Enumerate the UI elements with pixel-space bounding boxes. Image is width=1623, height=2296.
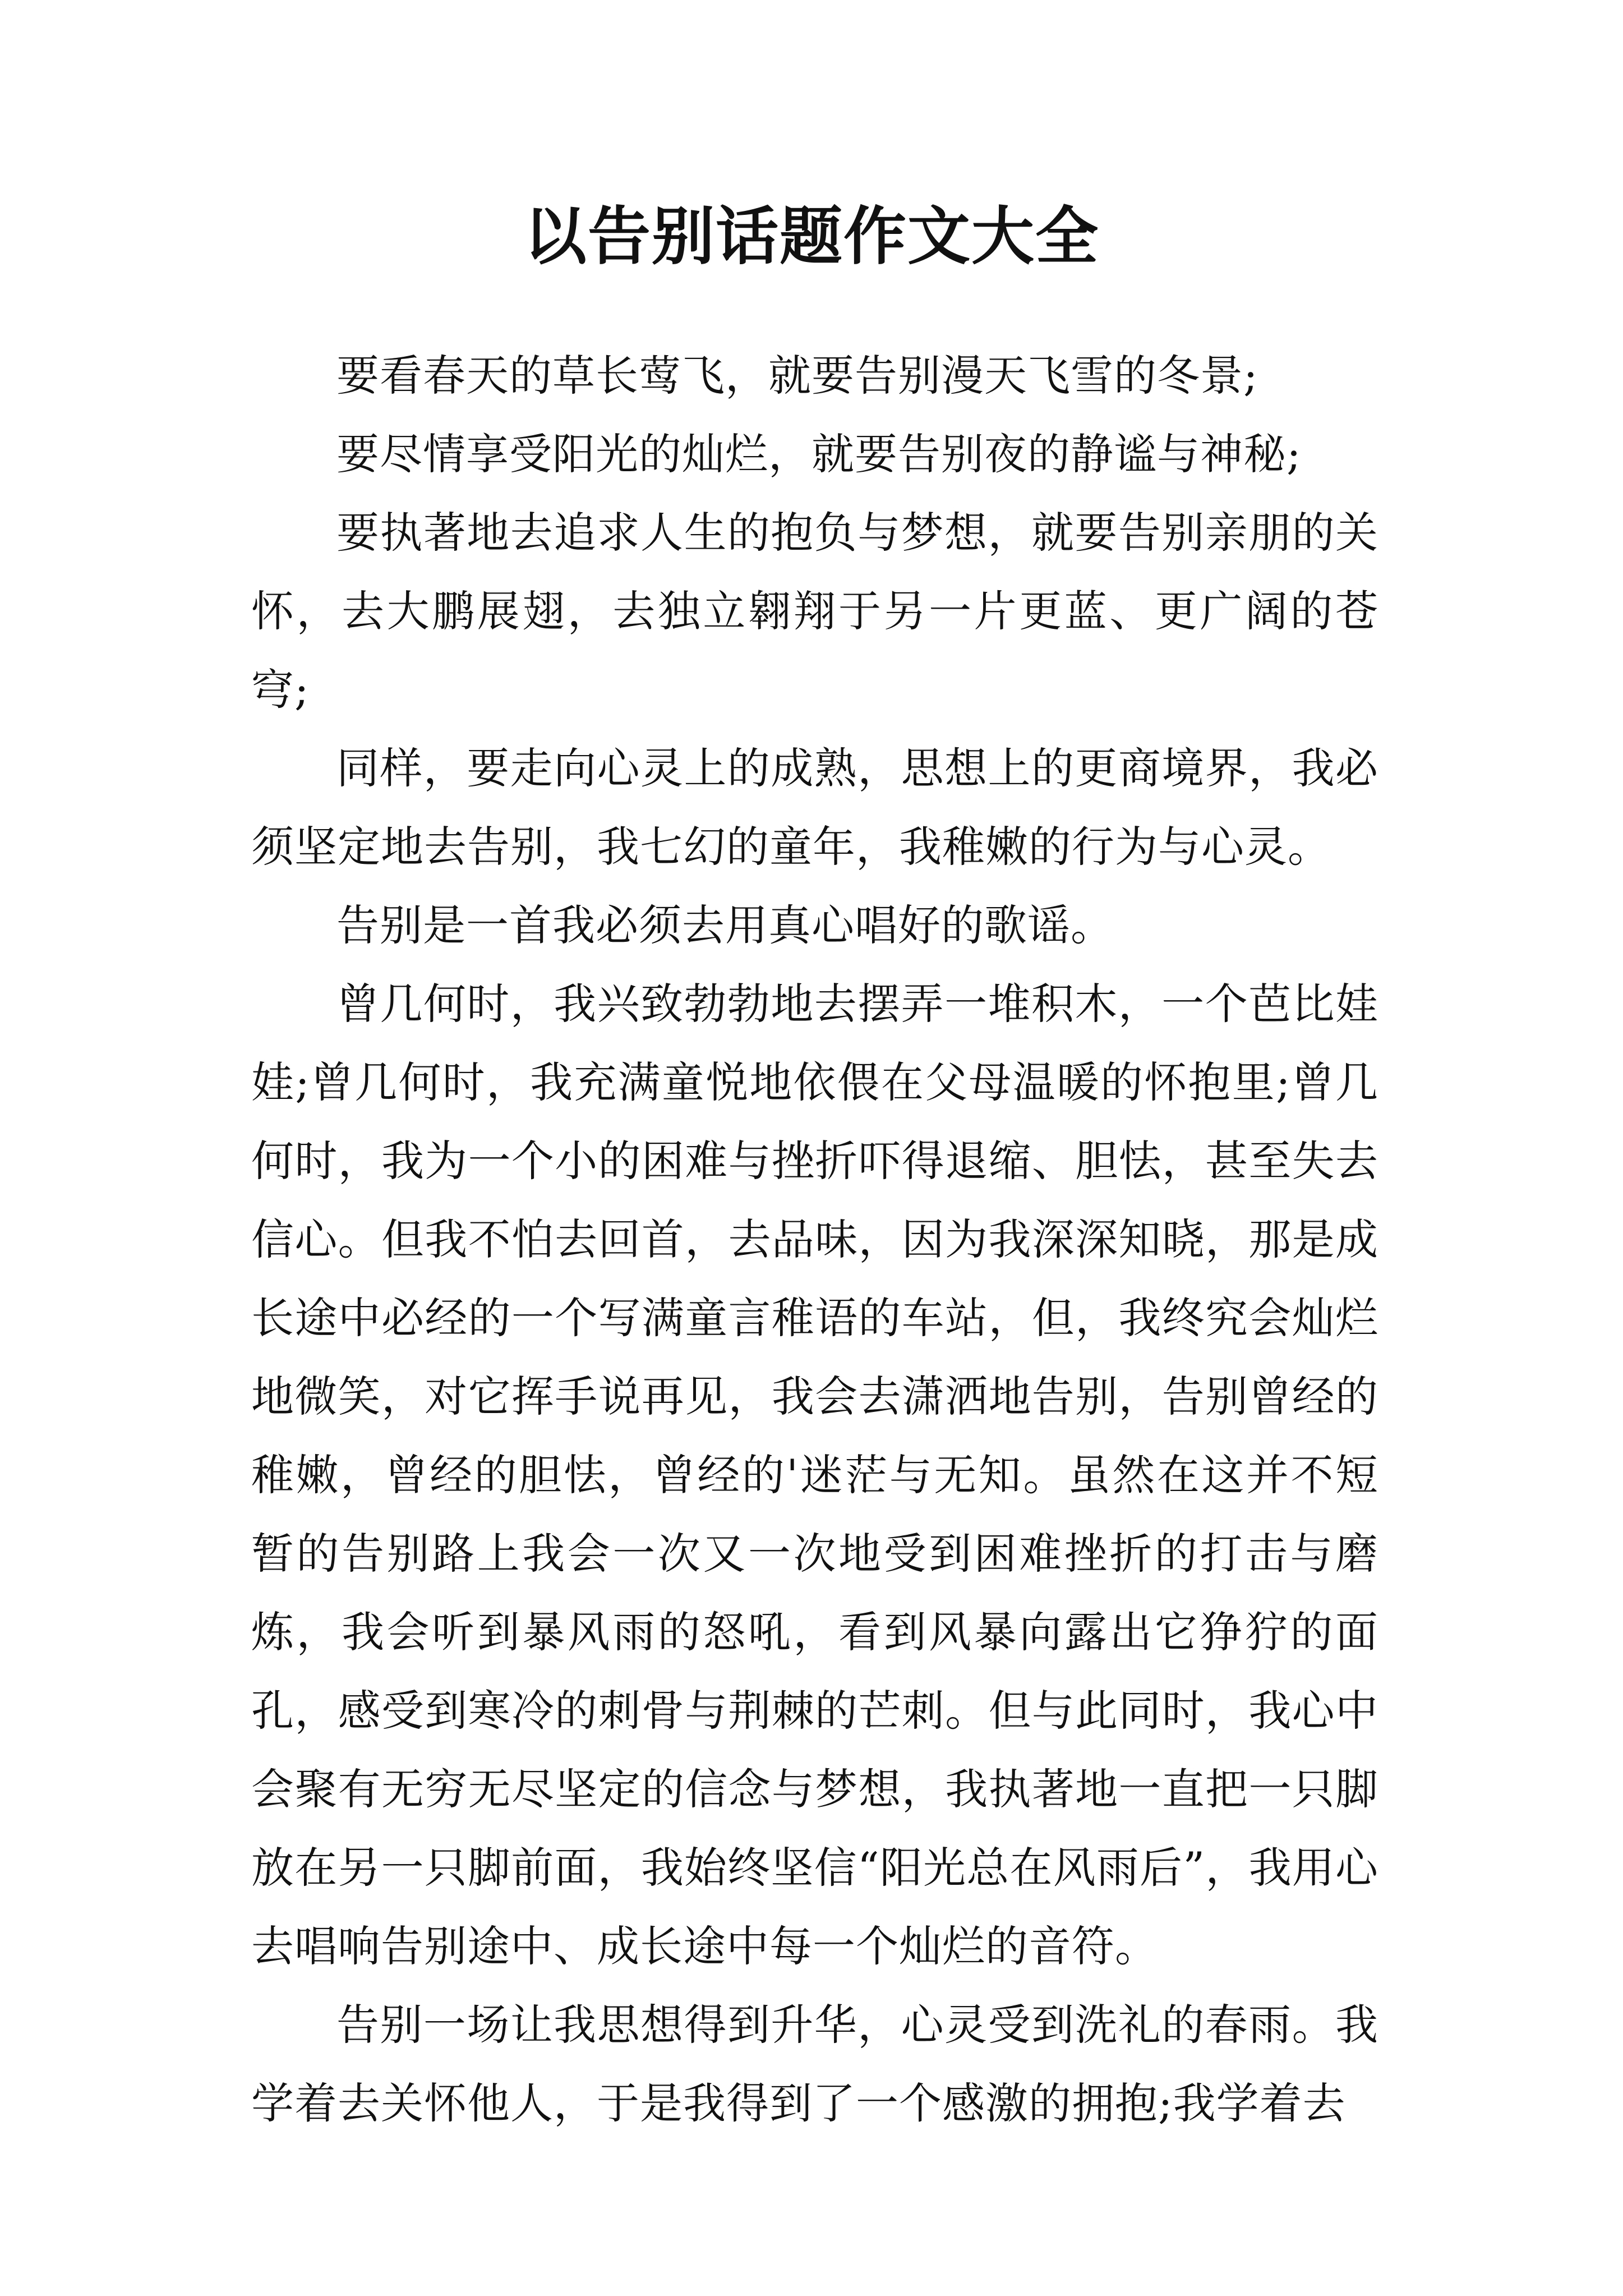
paragraph: 要执著地去追求人生的抱负与梦想，就要告别亲朋的关怀，去大鹏展翅，去独立翱翔于另一片更蓝、更广阔的苍穹; <box>251 508 1378 715</box>
paragraph: 要看春天的草长莺飞，就要告别漫天飞雪的冬景; <box>336 351 1258 401</box>
document-title: 以告别话题作文大全 <box>524 200 1099 273</box>
document-body <box>251 337 1378 2143</box>
paragraph: 同样，要走向心灵上的成熟，思想上的更商境界，我必须坚定地去告别，我七幻的童年，我稚嫩的行为与心灵。 <box>251 743 1378 872</box>
paragraph: 告别一场让我思想得到升华，心灵受到洗礼的春雨。我学着去关怀他人，于是我得到了一个感激的拥抱;我学着去 <box>251 2000 1378 2128</box>
paragraph: 要尽情享受阳光的灿烂，就要告别夜的静谧与神秘; <box>336 429 1302 479</box>
paragraph: 告别是一首我必须去用真心唱好的歌谣。 <box>336 900 1114 950</box>
paragraph: 曾几何时，我兴致勃勃地去摆弄一堆积木，一个芭比娃娃;曾几何时，我充满童悦地依偎在父母温暖的怀抱里;曾几何时，我为一个小的困难与挫折吓得退缩、胆怯，甚至失去信心。但我不怕去回首，去品味，因为我深深知晓，那是成长途中必经的一个写满童言稚语的车站，但，我终究会灿烂地微笑，对它挥手说再见，我会去潇洒地告别，告别曾经的稚嫩，曾经的胆怯，曾经的'迷茫与无知。虽然在这并不短暂的告别路上我会一次又一次地受到困难挫折的打击与磨炼，我会听到暴风雨的怒吼，看到风暴向露出它狰狞的面孔，感受到寒冷的刺骨与荆棘的芒刺。但与此同时，我心中会聚有无穷无尽坚定的信念与梦想，我执著地一直把一只脚放在另一只脚前面，我始终坚信“阳光总在风雨后”，我用心去唱响告别途中、成长途中每一个灿烂的音符。 <box>251 979 1378 1971</box>
